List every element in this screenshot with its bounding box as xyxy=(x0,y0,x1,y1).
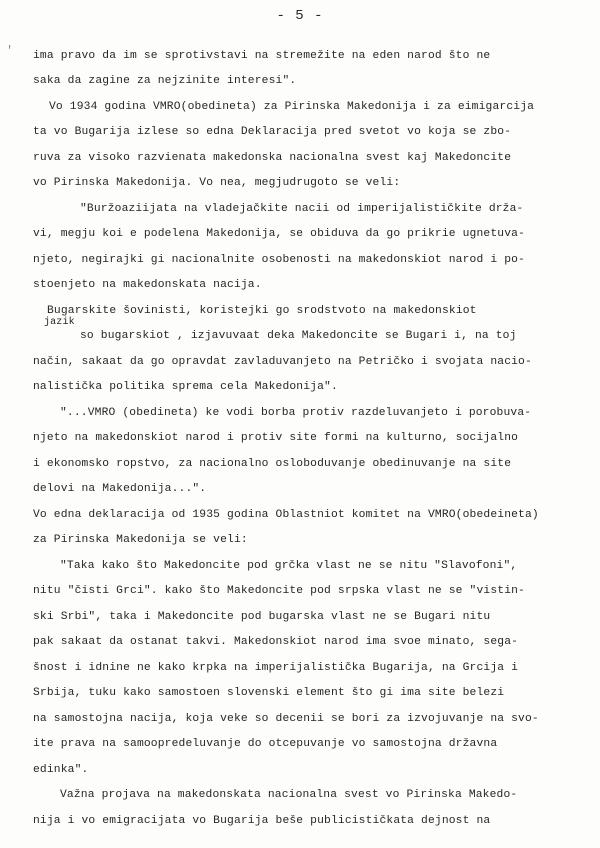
text-line: delovi na Makedonija...". xyxy=(33,483,207,495)
text-line: pak sakaat da ostanat takvi. Makedonskiot narod ima svoe minato, sega- xyxy=(33,636,519,648)
text-line: njeto, negirajki gi nacionalnite osobenosti na makedonskiot narod i po- xyxy=(33,254,525,266)
text-line: Važna projava na makedonskata nacionalna svest vo Pirinska Makedo- xyxy=(60,789,518,801)
text-line: Vo edna deklaracija od 1935 godina Oblastniot komitet na VMRO(obedeineta) xyxy=(33,509,539,521)
text-line: jazik xyxy=(44,317,75,328)
text-line: ite prava na samoopredeluvanje do otcepuvanje vo samostojna državna xyxy=(33,738,498,750)
text-line: način, sakaat da go opravdat zavladuvanjeto na Petričko i svojata nacio- xyxy=(33,356,532,368)
margin-mark: ' xyxy=(6,44,14,58)
text-line: nitu "čisti Grci". kako što Makedoncite pod srpska vlast ne se "vistin- xyxy=(33,585,525,597)
text-line: vi, megju koi e podelena Makedonija, se obiduva da go prikrie ugnetuva- xyxy=(33,228,525,240)
text-line: "...VMRO (obedineta) ke vodi borba protiv razdeluvanjeto i porobuva- xyxy=(60,407,532,419)
text-line: "Taka kako što Makedoncite pod grčka vlast ne se nitu "Slavofoni", xyxy=(60,560,518,572)
text-line: edinka". xyxy=(33,764,89,776)
text-line: za Pirinska Makedonija se veli: xyxy=(33,534,248,546)
text-line: nalistička politika sprema cela Makedonija". xyxy=(33,381,338,393)
text-line: Srbija, tuku kako samostoen slovenski element što gi ima site belezi xyxy=(33,687,505,699)
text-line: saka da zagine za nejzinite interesi". xyxy=(33,75,297,87)
text-line: stoenjeto na makedonskata nacija. xyxy=(33,279,262,291)
text-line: na samostojna nacija, koja veke so decenii se bori za izvojuvanje na svo- xyxy=(33,713,539,725)
text-line: "Buržoaziijata na vladejačkite nacii od imperijalističkite drža- xyxy=(80,203,524,215)
text-line: Bugarskite šovinisti, koristejki go srodstvoto na makedonskiot xyxy=(47,305,477,317)
text-line: ima pravo da im se sprotivstavi na stremežite na eden narod što ne xyxy=(33,50,491,62)
text-line: vo Pirinska Makedonija. Vo nea, megjudrugoto se veli: xyxy=(33,177,401,189)
text-line: ski Srbi", taka i Makedoncite pod bugarska vlast ne se Bugari nitu xyxy=(33,611,491,623)
page-number: - 5 - xyxy=(276,8,324,24)
text-line: Vo 1934 godina VMRO(obedineta) za Pirinska Makedonija i za eimigarcija xyxy=(49,101,535,113)
text-line: njeto na makedonskiot narod i protiv site formi na kulturno, socijalno xyxy=(33,432,519,444)
text-line: i ekonomsko ropstvo, za nacionalno osloboduvanje obedinuvanje na site xyxy=(33,458,512,470)
text-line: ta vo Bugarija izlese so edna Deklaracija pred svetot vo koja se zbo- xyxy=(33,126,512,138)
text-line: so bugarskiot , izjavuvaat deka Makedoncite se Bugari i, na toj xyxy=(80,330,517,342)
text-line: ruva za visoko razvienata makedonska nacionalna svest kaj Makedoncite xyxy=(33,152,512,164)
text-line: nija i vo emigracijata vo Bugarija beše publicističkata dejnost na xyxy=(33,815,491,827)
text-line: šnost i idnine ne kako krpka na imperijalistička Bugarija, na Grcija i xyxy=(33,662,519,674)
